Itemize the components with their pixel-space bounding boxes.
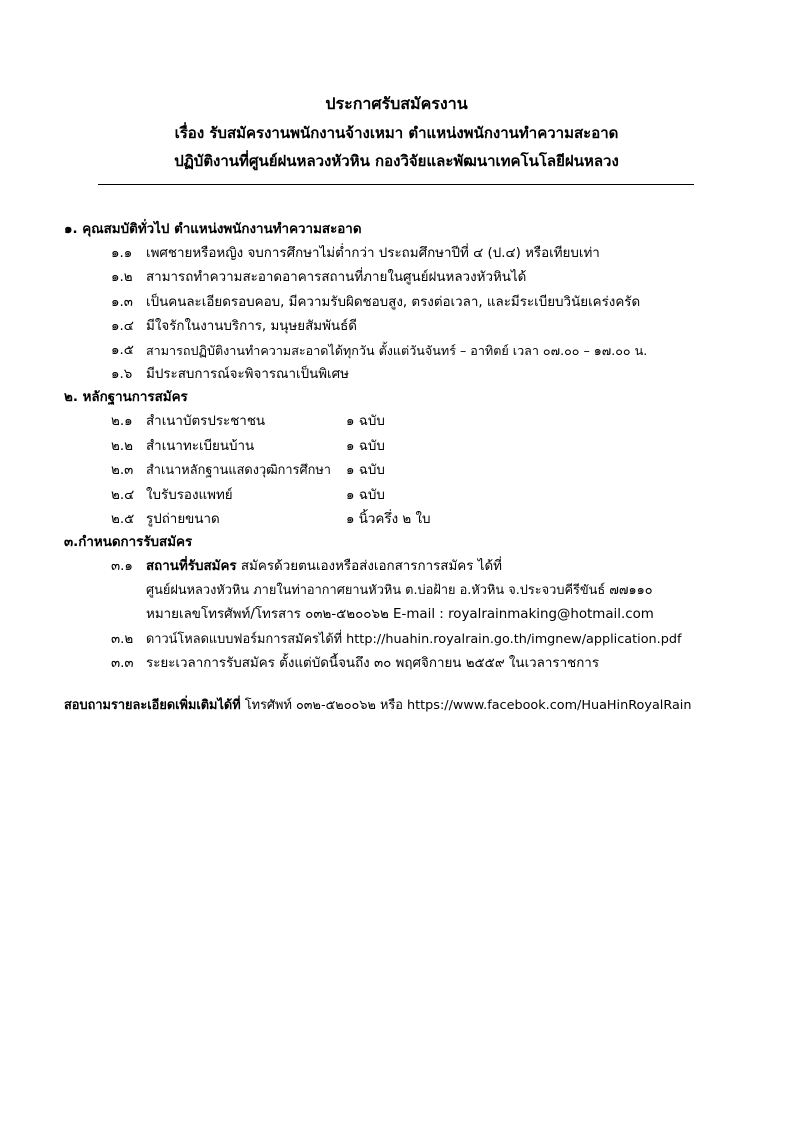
announcement-workplace: ปฏิบัติงานที่ศูนย์ฝนหลวงหัวหิน กองวิจัยและพัฒนาเทคโนโลยีฝนหลวง [174, 152, 619, 170]
section1-item-number: ๑.๕ [111, 343, 134, 358]
section1-item-number: ๑.๖ [111, 367, 133, 382]
section1-item-text: มีใจรักในงานบริการ, มนุษยสัมพันธ์ดี [146, 319, 357, 334]
section2-item-quantity: ๑ ฉบับ [346, 439, 385, 454]
section1-item-text: สามารถปฏิบัติงานทำความสะอาดได้ทุกวัน ตั้งแต่วันจันทร์ – อาทิตย์ เวลา ๐๗.๐๐ – ๑๗.๐๐ น. [146, 343, 648, 358]
section3-heading: ๓.กำหนดการรับสมัคร [64, 535, 193, 550]
section2-item-quantity: ๑ ฉบับ [346, 414, 385, 429]
section2-item-text: สำเนาบัตรประชาชน [146, 414, 266, 429]
section2-item-number: ๒.๒ [111, 439, 133, 454]
section2-item-quantity: ๑ ฉบับ [346, 463, 385, 478]
section1-item-text: มีประสบการณ์จะพิจารณาเป็นพิเศษ [146, 367, 349, 382]
inquiry-text: โทรศัพท์ ๐๓๒-๕๒๐๐๖๒ หรือ https://www.facebook.com/HuaHinRoyalRain [240, 698, 692, 713]
section1-item-text: เป็นคนละเอียดรอบคอบ, มีความรับผิดชอบสูง, ตรงต่อเวลา, และมีระเบียบวินัยเคร่งครัด [146, 295, 641, 310]
section3-item-number: ๓.๒ [111, 632, 134, 647]
section1-item-text: สามารถทำความสะอาดอาคารสถานที่ภายในศูนย์ฝนหลวงหัวหินได้ [146, 270, 527, 285]
inquiry-line [64, 697, 691, 715]
section2-item-text: สำเนาหลักฐานแสดงวุฒิการศึกษา [146, 463, 331, 478]
section2-item-number: ๒.๔ [111, 488, 135, 503]
section2-item-quantity: ๑ นิ้วครึ่ง ๒ ใบ [346, 512, 431, 527]
section1-item-number: ๑.๒ [111, 270, 133, 285]
section3-item-number: ๓.๑ [111, 559, 133, 574]
inquiry-label: สอบถามรายละเอียดเพิ่มเติมได้ที่ [64, 698, 241, 713]
application-address: ศูนย์ฝนหลวงหัวหิน ภายในท่าอากาศยานหัวหิน ต.บ่อฝ้าย อ.หัวหิน จ.ประจวบคีรีขันธ์ ๗๗๑๑๐ [146, 583, 653, 598]
section1-item-number: ๑.๓ [111, 295, 133, 310]
section1-item-text: เพศชายหรือหญิง จบการศึกษาไม่ต่ำกว่า ประถมศึกษาปีที่ ๔ (ป.๔) หรือเทียบเท่า [146, 246, 600, 261]
section1-item-number: ๑.๑ [111, 246, 133, 261]
section1-item-number: ๑.๔ [111, 319, 134, 334]
application-location-line [146, 558, 502, 576]
section2-item-number: ๒.๓ [111, 463, 134, 478]
section2-item-number: ๒.๕ [111, 512, 135, 527]
section2-item-quantity: ๑ ฉบับ [346, 488, 385, 503]
application-contact: หมายเลขโทรศัพท์/โทรสาร ๐๓๒-๕๒๐๐๖๒ E-mail : royalrainmaking@hotmail.com [146, 607, 654, 622]
header-divider [98, 184, 694, 185]
application-location-text: สมัครด้วยตนเองหรือส่งเอกสารการสมัคร ได้ที่ [236, 559, 502, 574]
section2-item-number: ๒.๑ [111, 414, 133, 429]
application-form-download: ดาวน์โหลดแบบฟอร์มการสมัครได้ที่ http://huahin.royalrain.go.th/imgnew/application.pdf [146, 632, 682, 647]
application-location-label: สถานที่รับสมัคร [146, 559, 237, 574]
announcement-title: ประกาศรับสมัครงาน [325, 94, 468, 113]
section2-heading: ๒. หลักฐานการสมัคร [64, 390, 188, 405]
section2-item-text: รูปถ่ายขนาด [146, 512, 220, 527]
section3-item-number: ๓.๓ [111, 656, 134, 671]
section2-item-text: สำเนาทะเบียนบ้าน [146, 439, 255, 454]
announcement-subject: เรื่อง รับสมัครงานพนักงานจ้างเหมา ตำแหน่งพนักงานทำความสะอาด [174, 124, 619, 142]
section2-item-text: ใบรับรองแพทย์ [146, 488, 233, 503]
section1-heading: ๑. คุณสมบัติทั่วไป ตำแหน่งพนักงานทำความสะอาด [64, 222, 362, 237]
application-period: ระยะเวลาการรับสมัคร ตั้งแต่บัดนี้จนถึง ๓๐ พฤศจิกายน ๒๕๕๙ ในเวลาราชการ [146, 656, 600, 671]
